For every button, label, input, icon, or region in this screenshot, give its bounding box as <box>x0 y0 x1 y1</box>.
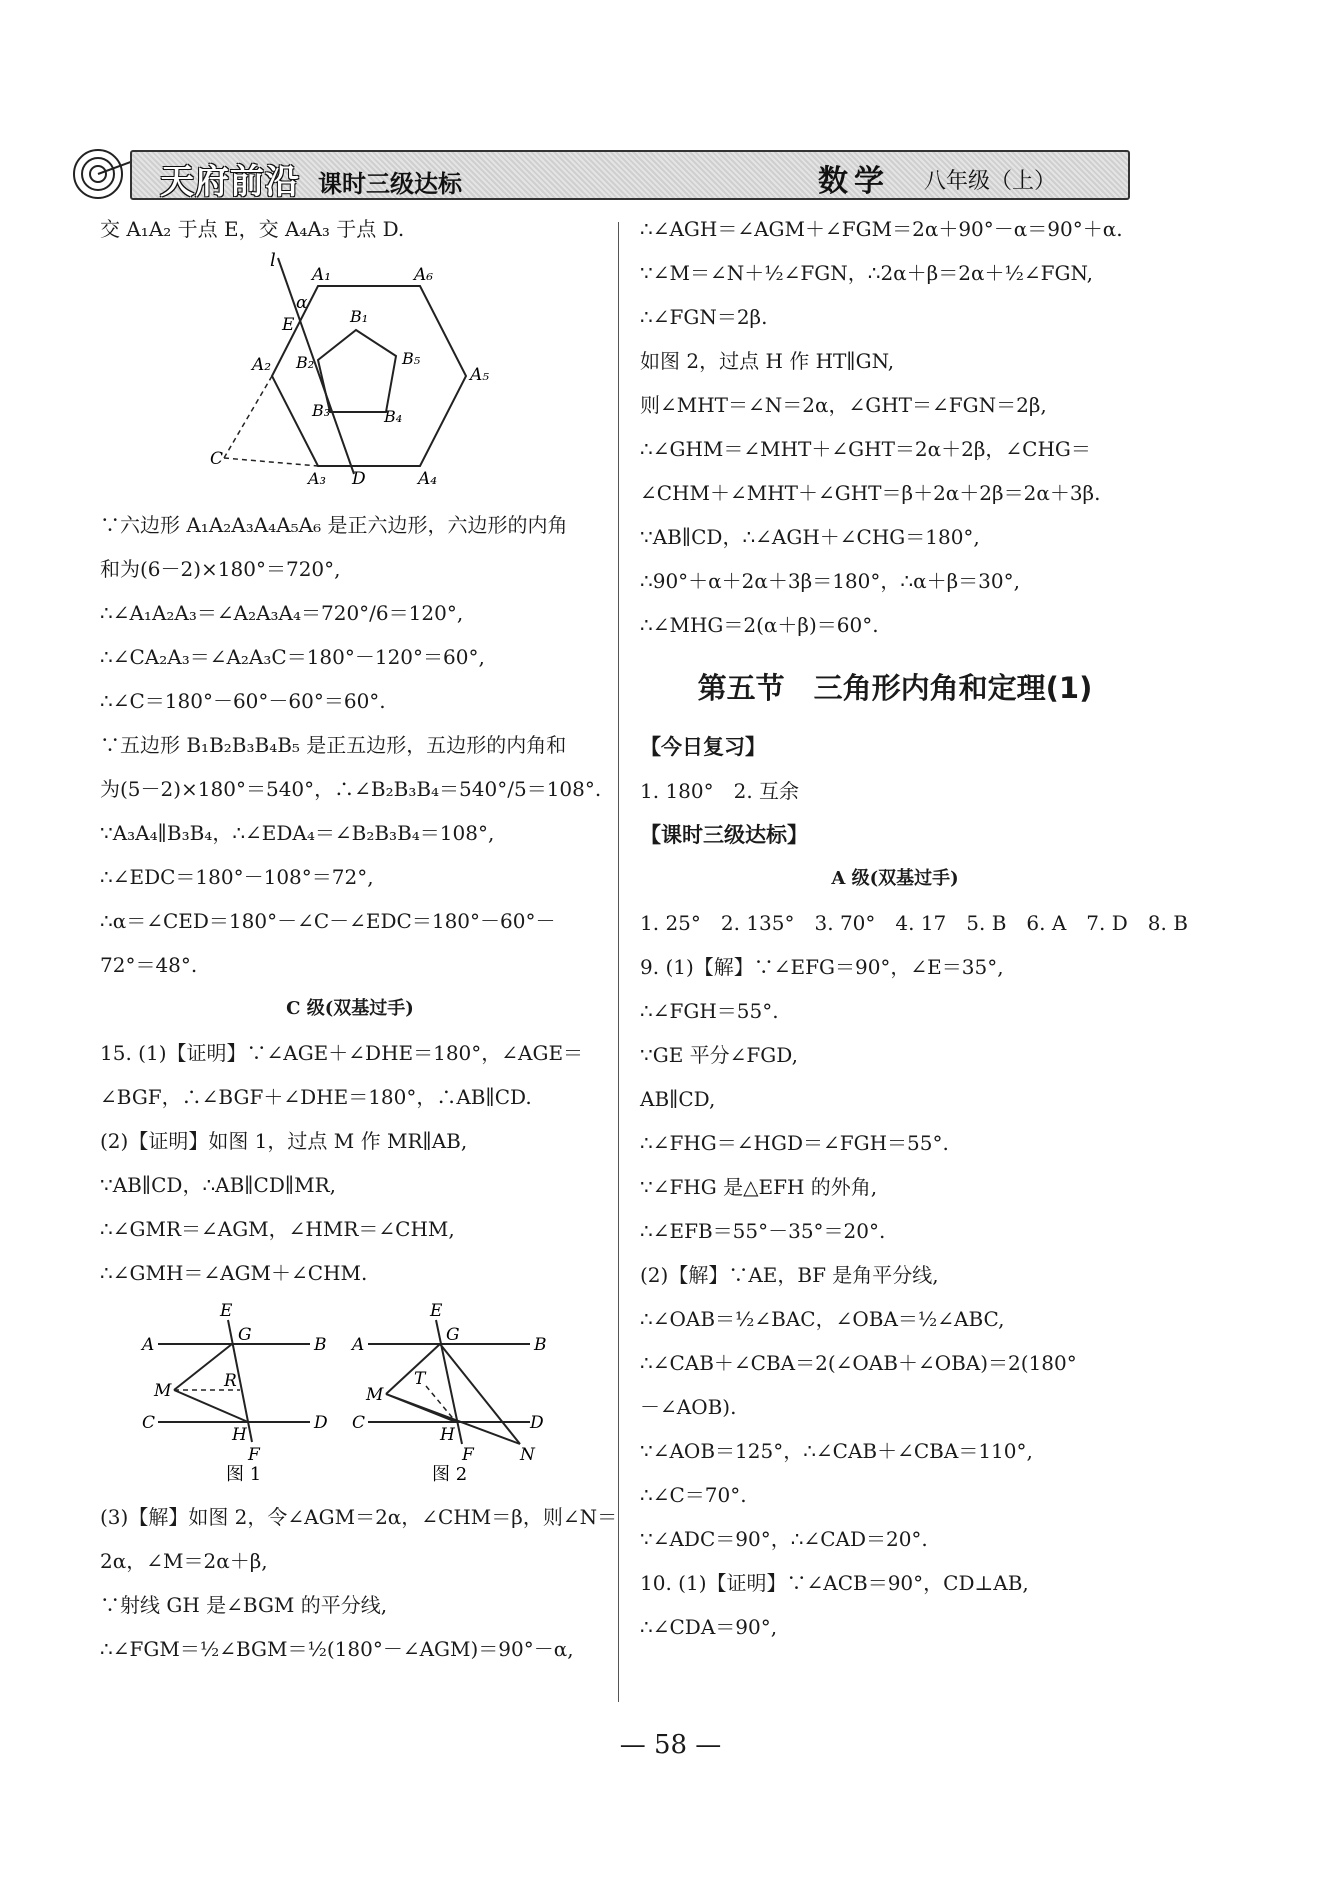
text-line: 15. (1)【证明】∵∠AGE＋∠DHE＝180°，∠AGE＝ <box>100 1041 584 1065</box>
text-line: 如图 2，过点 H 作 HT∥GN, <box>640 349 895 373</box>
fig1-label-d: D <box>314 1413 328 1433</box>
fig2-label-f: F <box>462 1445 474 1465</box>
fig2-label-a: A <box>352 1335 365 1355</box>
fig1-label-e: E <box>220 1301 233 1321</box>
fig1-label-b: B <box>314 1335 327 1355</box>
fig2-caption: 图 2 <box>432 1464 468 1484</box>
page-number: — 58 — <box>619 1730 722 1760</box>
subject-label: 数学 <box>818 164 890 199</box>
label-b4: B₄ <box>384 407 403 426</box>
label-a2: A₂ <box>252 355 272 375</box>
text-line: ∴∠CA₂A₃＝∠A₂A₃C＝180°－120°＝60°, <box>100 645 485 669</box>
fig1-label-g: G <box>238 1325 252 1345</box>
label-a1: A₁ <box>312 265 332 285</box>
text-line: ∵AB∥CD，∴∠AGH＋∠CHG＝180°, <box>640 525 980 549</box>
text-line: ∵∠M＝∠N＋½∠FGN，∴2α＋β＝2α＋½∠FGN, <box>640 261 1094 285</box>
text-line: ∵A₃A₄∥B₃B₄，∴∠EDA₄＝∠B₂B₃B₄＝108°, <box>100 821 495 845</box>
text-line: ∴∠CAB＋∠CBA＝2(∠OAB＋∠OBA)＝2(180° <box>640 1351 1077 1375</box>
text-line: ∵五边形 B₁B₂B₃B₄B₅ 是正五边形，五边形的内角和 <box>100 733 567 757</box>
text-line: ∴∠MHG＝2(α＋β)＝60°. <box>640 613 879 637</box>
section-title: 第五节 三角形内角和定理(1) <box>697 671 1093 705</box>
label-b1: B₁ <box>350 307 369 326</box>
fig2-label-b: B <box>534 1335 547 1355</box>
label-b2: B₂ <box>296 353 315 372</box>
review-answers: 1. 180° 2. 互余 <box>640 779 800 803</box>
label-l: l <box>270 252 276 271</box>
label-a6: A₆ <box>414 265 434 285</box>
text-line: 10. (1)【证明】∵∠ACB＝90°，CD⊥AB, <box>640 1571 1029 1595</box>
text-line: ∴α＝∠CED＝180°－∠C－∠EDC＝180°－60°－ <box>100 909 556 933</box>
label-b5: B₅ <box>402 349 421 368</box>
text-line: －∠AOB). <box>640 1395 737 1419</box>
text-line: ∵∠ADC＝90°，∴∠CAD＝20°. <box>640 1527 928 1551</box>
text-line: AB∥CD, <box>640 1087 716 1111</box>
text-line: (2)【证明】如图 1，过点 M 作 MR∥AB, <box>100 1129 468 1153</box>
text-line: (3)【解】如图 2，令∠AGM＝2α，∠CHM＝β，则∠N＝ <box>100 1505 618 1529</box>
angle-figures <box>100 1294 600 1484</box>
page-header <box>68 142 1128 202</box>
label-b3: B₃ <box>312 401 331 420</box>
text-line: (2)【解】∵AE，BF 是角平分线, <box>640 1263 939 1287</box>
text-line: ∴∠EDC＝180°－108°＝72°, <box>100 865 374 889</box>
hexagon-pentagon-figure <box>100 252 600 492</box>
fig1-label-m: M <box>154 1381 172 1401</box>
fig1-label-c: C <box>142 1413 156 1433</box>
text-line: ∴∠OAB＝½∠BAC，∠OBA＝½∠ABC, <box>640 1307 1005 1331</box>
text-line: 2α，∠M＝2α＋β, <box>100 1549 268 1573</box>
text-line: ∵射线 GH 是∠BGM 的平分线, <box>100 1593 388 1617</box>
label-a3: A₃ <box>308 469 326 488</box>
fig2-label-d: D <box>530 1413 544 1433</box>
levels-heading: 【课时三级达标】 <box>640 822 808 847</box>
text-line: 则∠MHT＝∠N＝2α，∠GHT＝∠FGN＝2β, <box>640 393 1047 417</box>
text-line: ∴∠FGH＝55°. <box>640 999 779 1023</box>
text-line: ∴∠FGN＝2β. <box>640 305 768 329</box>
text-line: ∴∠FGM＝½∠BGM＝½(180°－∠AGM)＝90°－α, <box>100 1637 574 1661</box>
text-line: ∠BGF，∴∠BGF＋∠DHE＝180°，∴AB∥CD. <box>100 1085 532 1109</box>
text-line: ∴90°＋α＋2α＋3β＝180°，∴α＋β＝30°, <box>640 569 1020 593</box>
fig1-caption: 图 1 <box>226 1464 262 1484</box>
text-line: ∵∠FHG 是△EFH 的外角, <box>640 1175 878 1199</box>
text-line: ∴∠GMR＝∠AGM，∠HMR＝∠CHM, <box>100 1217 455 1241</box>
fig2-label-g: G <box>446 1325 460 1345</box>
level-heading: C 级(双基过手) <box>286 998 414 1019</box>
fig2-label-t: T <box>414 1369 426 1389</box>
fig1-label-h: H <box>232 1425 247 1445</box>
text-line: ∴∠CDA＝90°, <box>640 1615 778 1639</box>
label-a5: A₅ <box>470 365 490 385</box>
label-c: C <box>210 449 224 469</box>
choice-answers: 1. 25° 2. 135° 3. 70° 4. 17 5. B 6. A 7. D 8. B <box>640 911 1188 935</box>
left-column <box>100 217 618 1661</box>
text-line: ∴∠A₁A₂A₃＝∠A₂A₃A₄＝720°/6＝120°, <box>100 601 464 625</box>
text-line: ∴∠GMH＝∠AGM＋∠CHM. <box>100 1261 368 1285</box>
text-line: ∠CHM＋∠MHT＋∠GHT＝β＋2α＋2β＝2α＋3β. <box>640 481 1101 505</box>
column-divider <box>618 222 619 1702</box>
target-logo-icon <box>68 142 138 202</box>
text-line: 交 A₁A₂ 于点 E，交 A₄A₃ 于点 D. <box>100 217 405 241</box>
text-line: ∴∠FHG＝∠HGD＝∠FGH＝55°. <box>640 1131 949 1155</box>
label-d: D <box>352 469 366 489</box>
text-line: ∵六边形 A₁A₂A₃A₄A₅A₆ 是正六边形，六边形的内角 <box>100 513 568 537</box>
fig2-label-e: E <box>430 1301 443 1321</box>
text-line: ∴∠GHM＝∠MHT＋∠GHT＝2α＋2β，∠CHG＝ <box>640 437 1091 461</box>
fig2-label-h: H <box>440 1425 455 1445</box>
fig2-label-n: N <box>520 1445 535 1465</box>
fig1-label-r: R <box>224 1371 237 1391</box>
brand-title: 天府前沿 <box>160 162 300 202</box>
text-line: ∵GE 平分∠FGD, <box>640 1043 798 1067</box>
label-e: E <box>282 315 295 335</box>
text-line: ∴∠C＝180°－60°－60°＝60°. <box>100 689 386 713</box>
text-line: ∴∠AGH＝∠AGM＋∠FGM＝2α＋90°－α＝90°＋α. <box>640 217 1123 241</box>
text-line: ∵AB∥CD，∴AB∥CD∥MR, <box>100 1173 337 1197</box>
review-heading: 【今日复习】 <box>640 734 766 759</box>
series-title: 课时三级达标 <box>318 170 462 198</box>
label-a4: A₄ <box>418 469 438 489</box>
text-line: 9. (1)【解】∵∠EFG＝90°，∠E＝35°, <box>640 955 1004 979</box>
text-line: ∴∠EFB＝55°－35°＝20°. <box>640 1219 886 1243</box>
right-column <box>640 217 1188 1639</box>
grade-label: 八年级（上） <box>924 169 1057 194</box>
text-line: ∵∠AOB＝125°，∴∠CAB＋∠CBA＝110°, <box>640 1439 1033 1463</box>
text-line: 72°＝48°. <box>100 953 198 977</box>
text-line: 为(5－2)×180°＝540°，∴∠B₂B₃B₄＝540°/5＝108°. <box>100 777 602 801</box>
fig2-label-c: C <box>352 1413 366 1433</box>
label-alpha: α <box>296 293 308 313</box>
fig1-label-f: F <box>248 1445 260 1465</box>
fig1-label-a: A <box>142 1335 155 1355</box>
text-line: ∴∠C＝70°. <box>640 1483 747 1507</box>
text-line: 和为(6－2)×180°＝720°, <box>100 557 341 581</box>
fig2-label-m: M <box>366 1385 384 1405</box>
level-a-heading: A 级(双基过手) <box>831 868 959 889</box>
